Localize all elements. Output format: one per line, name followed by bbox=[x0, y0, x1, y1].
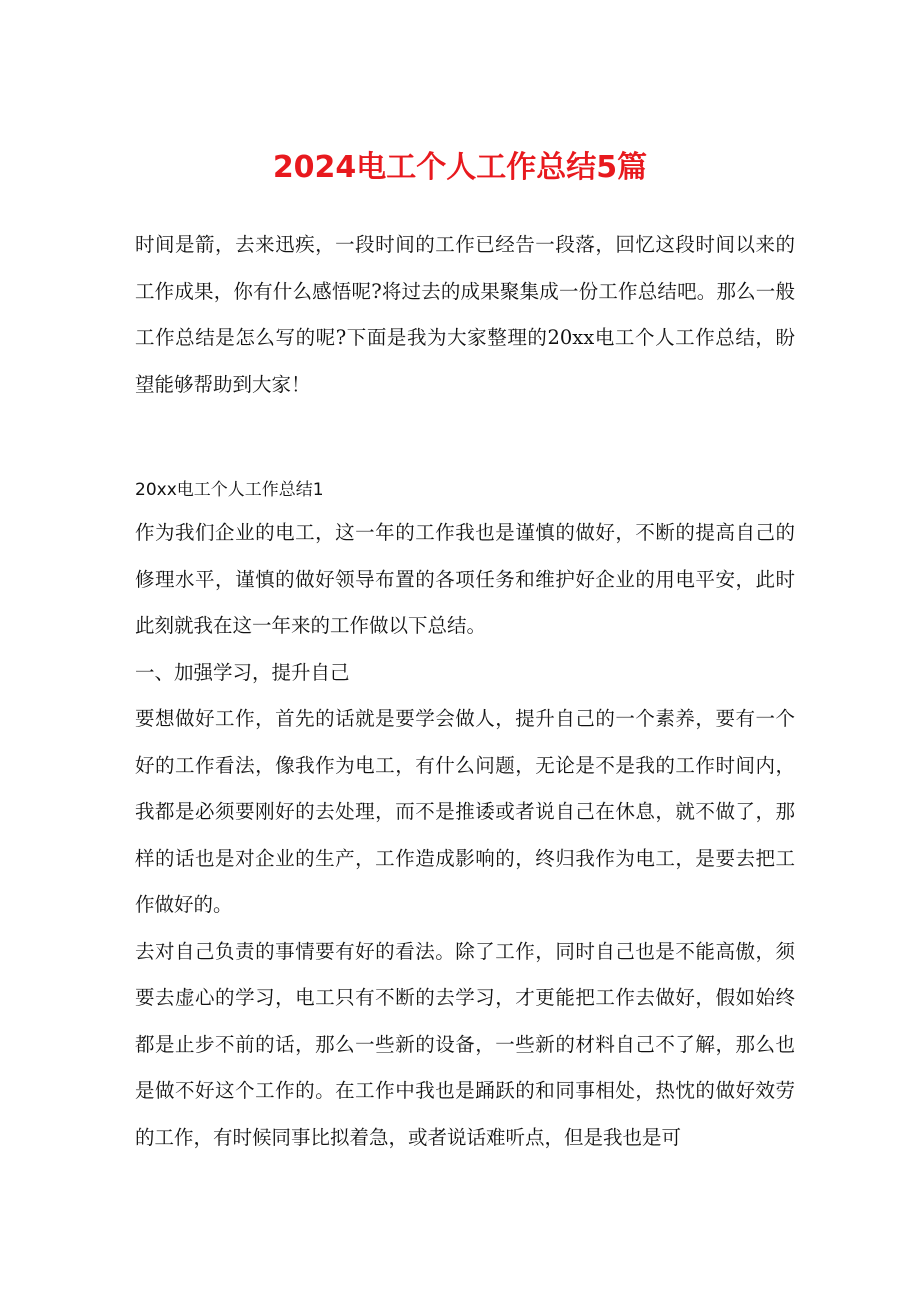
section-heading-1: 一、加强学习，提升自己 bbox=[135, 660, 350, 684]
section-title: 20xx电工个人工作总结1 bbox=[135, 480, 324, 500]
intro-paragraph: 时间是箭，去来迅疾，一段时间的工作已经告一段落，回忆这段时间以来的工作成果，你有什么感悟呢?将过去的成果聚集成一份工作总结吧。那么一般工作总结是怎么写的呢?下面是我为大家整理的20xx电工个人工作总结，盼望能够帮助到大家！ bbox=[135, 233, 795, 396]
document-body bbox=[135, 222, 795, 1161]
section-paragraph-3: 去对自己负责的事情要有好的看法。除了工作，同时自己也是不能高傲，须要去虚心的学习，电工只有不断的去学习，才更能把工作去做好，假如始终都是止步不前的话，那么一些新的设备，一些新的材料自己不了解，那么也是做不好这个工作的。在工作中我也是踊跃的和同事相处，热忱的做好效劳的工作，有时候同事比拟着急，或者说话难听点，但是我也是可 bbox=[135, 939, 795, 1149]
paragraph-spacer bbox=[135, 408, 795, 470]
section-paragraph-2: 要想做好工作，首先的话就是要学会做人，提升自己的一个素养，要有一个好的工作看法，像我作为电工，有什么问题，无论是不是我的工作时间内，我都是必须要刚好的去处理，而不是推诿或者说自己在休息，就不做了，那样的话也是对企业的生产，工作造成影响的，终归我作为电工，是要去把工作做好的。 bbox=[135, 707, 795, 916]
section-paragraph-1: 作为我们企业的电工，这一年的工作我也是谨慎的做好，不断的提高自己的修理水平，谨慎的做好领导布置的各项任务和维护好企业的用电平安，此时此刻就我在这一年来的工作做以下总结。 bbox=[135, 521, 795, 637]
document-title: 2024电工个人工作总结5篇 bbox=[272, 150, 648, 185]
